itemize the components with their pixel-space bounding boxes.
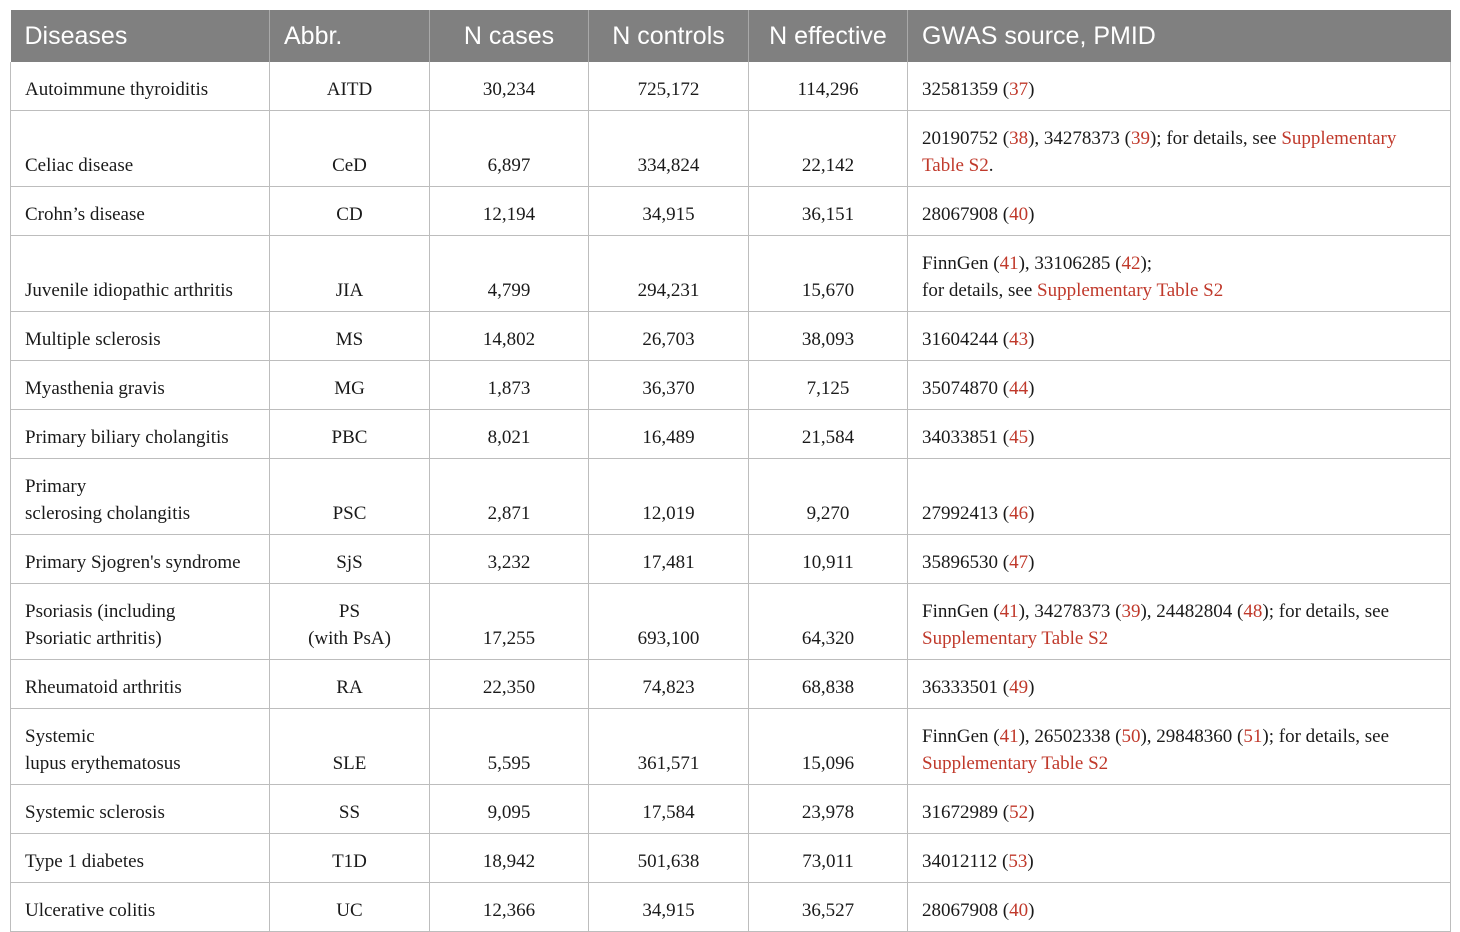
table-row	[11, 459, 1451, 535]
source-line	[922, 277, 1430, 304]
reference-link[interactable]: Supplementary Table S2	[922, 628, 1109, 649]
cell-abbr	[270, 312, 430, 361]
cell-n-controls: 693,100	[589, 584, 749, 660]
source-text: )	[1028, 677, 1035, 698]
source-line	[922, 723, 1430, 750]
cell-n-effective: 23,978	[749, 785, 908, 834]
cell-abbr	[270, 660, 430, 709]
cell-n-cases: 14,802	[430, 312, 589, 361]
cell-abbr-line: PSC	[332, 503, 367, 524]
cell-abbr-line: JIA	[335, 280, 364, 301]
cell-n-controls: 12,019	[589, 459, 749, 535]
source-line	[922, 201, 1430, 228]
cell-disease-line: Systemic sclerosis	[25, 802, 165, 823]
source-text: 36333501 (	[922, 677, 1010, 698]
source-text: 27992413 (	[922, 503, 1010, 524]
table-row	[11, 361, 1451, 410]
cell-gwas-source	[908, 709, 1451, 785]
cell-disease-line: Systemic	[25, 726, 95, 747]
reference-link[interactable]: 48	[1243, 601, 1263, 622]
cell-n-effective: 38,093	[749, 312, 908, 361]
cell-gwas-source	[908, 834, 1451, 883]
cell-n-cases: 18,942	[430, 834, 589, 883]
cell-abbr-line: SLE	[332, 753, 367, 774]
cell-gwas-source	[908, 236, 1451, 312]
cell-disease-line: Primary biliary cholangitis	[25, 427, 229, 448]
cell-n-controls: 34,915	[589, 187, 749, 236]
reference-link[interactable]: 45	[1009, 427, 1029, 448]
cell-abbr	[270, 236, 430, 312]
reference-link[interactable]: 49	[1009, 677, 1029, 698]
cell-n-controls: 361,571	[589, 709, 749, 785]
source-text: FinnGen (	[922, 726, 1000, 747]
cell-n-cases: 4,799	[430, 236, 589, 312]
source-line	[922, 598, 1430, 625]
reference-link[interactable]: 50	[1121, 726, 1141, 747]
source-text: 35074870 (	[922, 378, 1010, 399]
reference-link[interactable]: 41	[999, 601, 1019, 622]
cell-abbr-line: PBC	[331, 427, 368, 448]
reference-link[interactable]: 41	[999, 253, 1019, 274]
cell-n-controls: 17,481	[589, 535, 749, 584]
cell-gwas-source	[908, 312, 1451, 361]
cell-disease	[11, 361, 270, 410]
cell-disease	[11, 410, 270, 459]
cell-n-cases: 17,255	[430, 584, 589, 660]
cell-n-controls: 294,231	[589, 236, 749, 312]
cell-disease-line: Primary Sjogren's syndrome	[25, 552, 241, 573]
source-line	[922, 897, 1430, 924]
table-row	[11, 834, 1451, 883]
cell-gwas-source	[908, 62, 1451, 111]
reference-link[interactable]: 46	[1009, 503, 1029, 524]
cell-abbr-line: CD	[336, 204, 363, 225]
cell-abbr	[270, 785, 430, 834]
cell-disease	[11, 785, 270, 834]
source-line	[922, 848, 1430, 875]
cell-abbr	[270, 883, 430, 932]
cell-n-controls: 17,584	[589, 785, 749, 834]
cell-disease-line: sclerosing cholangitis	[25, 503, 191, 524]
gwas-table	[10, 10, 1451, 932]
cell-n-controls: 16,489	[589, 410, 749, 459]
cell-disease-line: Multiple sclerosis	[25, 329, 161, 350]
source-text: 28067908 (	[922, 204, 1010, 225]
source-text: 28067908 (	[922, 900, 1010, 921]
cell-abbr-line: MS	[335, 329, 364, 350]
cell-disease-line: Rheumatoid arthritis	[25, 677, 182, 698]
cell-n-cases: 5,595	[430, 709, 589, 785]
cell-disease	[11, 660, 270, 709]
cell-n-cases: 2,871	[430, 459, 589, 535]
cell-n-cases: 9,095	[430, 785, 589, 834]
source-text: .	[988, 155, 994, 176]
cell-n-effective: 36,527	[749, 883, 908, 932]
source-text: ); for details, see	[1262, 726, 1390, 747]
reference-link[interactable]: 37	[1009, 79, 1029, 100]
source-text: )	[1028, 329, 1035, 350]
reference-link[interactable]: 52	[1009, 802, 1029, 823]
source-text: );	[1140, 253, 1153, 274]
cell-abbr	[270, 410, 430, 459]
cell-abbr-line: CeD	[332, 155, 367, 176]
cell-gwas-source	[908, 785, 1451, 834]
reference-link[interactable]: 42	[1121, 253, 1141, 274]
table-row	[11, 187, 1451, 236]
reference-link[interactable]: 47	[1009, 552, 1029, 573]
cell-n-controls: 725,172	[589, 62, 749, 111]
cell-disease-line: Primary	[25, 476, 87, 497]
cell-abbr-line: MG	[334, 378, 365, 399]
cell-abbr	[270, 535, 430, 584]
reference-link[interactable]: 38	[1009, 128, 1029, 149]
reference-link[interactable]: Supplementary Table S2	[1037, 280, 1224, 301]
source-line	[922, 76, 1430, 103]
cell-abbr	[270, 834, 430, 883]
cell-gwas-source	[908, 111, 1451, 187]
cell-disease	[11, 111, 270, 187]
source-text: 31672989 (	[922, 802, 1010, 823]
cell-disease-line: Myasthenia gravis	[25, 378, 165, 399]
source-text: )	[1028, 900, 1035, 921]
reference-link[interactable]: 51	[1243, 726, 1263, 747]
header-abbr: Abbr.	[270, 10, 430, 62]
cell-n-cases: 22,350	[430, 660, 589, 709]
source-text: )	[1028, 552, 1035, 573]
cell-n-effective: 114,296	[749, 62, 908, 111]
source-text: ); for details, see	[1262, 601, 1390, 622]
cell-n-cases: 1,873	[430, 361, 589, 410]
reference-link[interactable]: 43	[1009, 329, 1029, 350]
cell-disease	[11, 62, 270, 111]
cell-n-effective: 15,096	[749, 709, 908, 785]
cell-abbr	[270, 709, 430, 785]
cell-abbr-line: UC	[336, 900, 363, 921]
cell-n-controls: 334,824	[589, 111, 749, 187]
cell-gwas-source	[908, 187, 1451, 236]
source-text: )	[1028, 802, 1035, 823]
cell-n-effective: 21,584	[749, 410, 908, 459]
cell-abbr-line: RA	[336, 677, 363, 698]
cell-gwas-source	[908, 883, 1451, 932]
source-text: for details, see	[922, 280, 1038, 301]
header-n-effective: N effective	[749, 10, 908, 62]
source-line	[922, 152, 1430, 179]
cell-abbr	[270, 459, 430, 535]
cell-abbr	[270, 361, 430, 410]
source-text: 32581359 (	[922, 79, 1010, 100]
cell-abbr-line: T1D	[332, 851, 367, 872]
cell-n-cases: 6,897	[430, 111, 589, 187]
cell-abbr-line: PS	[338, 601, 361, 622]
cell-disease	[11, 834, 270, 883]
cell-gwas-source	[908, 535, 1451, 584]
cell-disease-line: lupus erythematosus	[25, 753, 181, 774]
header-row	[11, 10, 1451, 62]
source-line	[922, 424, 1430, 451]
cell-disease	[11, 709, 270, 785]
source-text: ), 29848360 (	[1140, 726, 1244, 747]
cell-disease	[11, 312, 270, 361]
source-text: FinnGen (	[922, 253, 1000, 274]
table-row	[11, 883, 1451, 932]
cell-disease-line: Juvenile idiopathic arthritis	[25, 280, 233, 301]
cell-abbr-line: SjS	[336, 552, 363, 573]
source-line	[922, 500, 1430, 527]
cell-abbr	[270, 62, 430, 111]
reference-link[interactable]: 41	[999, 726, 1019, 747]
cell-disease	[11, 459, 270, 535]
cell-abbr	[270, 111, 430, 187]
source-text: 34033851 (	[922, 427, 1010, 448]
cell-disease-line: Autoimmune thyroiditis	[25, 79, 209, 100]
table-header	[11, 10, 1451, 62]
cell-disease	[11, 584, 270, 660]
cell-disease	[11, 883, 270, 932]
header-n-cases: N cases	[430, 10, 589, 62]
cell-abbr-line: SS	[338, 802, 361, 823]
source-text: ); for details, see	[1149, 128, 1282, 149]
source-text: )	[1028, 503, 1035, 524]
cell-n-controls: 26,703	[589, 312, 749, 361]
source-text: FinnGen (	[922, 601, 1000, 622]
source-text: )	[1028, 427, 1035, 448]
source-text: )	[1028, 204, 1035, 225]
cell-disease	[11, 187, 270, 236]
cell-abbr	[270, 584, 430, 660]
cell-n-cases: 12,194	[430, 187, 589, 236]
cell-abbr-line: AITD	[326, 79, 373, 100]
cell-n-cases: 3,232	[430, 535, 589, 584]
cell-n-controls: 36,370	[589, 361, 749, 410]
table-row	[11, 785, 1451, 834]
cell-n-effective: 15,670	[749, 236, 908, 312]
table-row	[11, 584, 1451, 660]
reference-link[interactable]: Table S2	[922, 155, 989, 176]
cell-gwas-source	[908, 584, 1451, 660]
source-text: ), 24482804 (	[1140, 601, 1244, 622]
reference-link[interactable]: 40	[1009, 900, 1029, 921]
cell-gwas-source	[908, 410, 1451, 459]
cell-gwas-source	[908, 361, 1451, 410]
source-text: 31604244 (	[922, 329, 1010, 350]
header-gwas-source: GWAS source, PMID	[908, 10, 1451, 62]
header-n-controls: N controls	[589, 10, 749, 62]
source-line	[922, 625, 1430, 652]
source-line	[922, 250, 1430, 277]
table-row	[11, 535, 1451, 584]
cell-n-cases: 12,366	[430, 883, 589, 932]
reference-link[interactable]: 53	[1008, 851, 1028, 872]
cell-n-effective: 22,142	[749, 111, 908, 187]
cell-n-controls: 34,915	[589, 883, 749, 932]
cell-n-cases: 8,021	[430, 410, 589, 459]
source-text: ), 26502338 (	[1018, 726, 1122, 747]
reference-link[interactable]: Supplementary Table S2	[922, 753, 1109, 774]
source-text: 20190752 (	[922, 128, 1010, 149]
table-row	[11, 660, 1451, 709]
cell-n-effective: 73,011	[749, 834, 908, 883]
reference-link[interactable]: 44	[1009, 378, 1029, 399]
cell-disease-line: Celiac disease	[25, 155, 134, 176]
source-text: 34012112 (	[922, 851, 1009, 872]
source-line	[922, 326, 1430, 353]
table-row	[11, 236, 1451, 312]
source-line	[922, 674, 1430, 701]
cell-abbr-line: (with PsA)	[308, 628, 391, 649]
source-text: ), 34278373 (	[1028, 128, 1131, 149]
reference-link[interactable]: 39	[1130, 128, 1150, 149]
source-text: ), 33106285 (	[1018, 253, 1122, 274]
cell-disease-line: Psoriatic arthritis)	[25, 628, 162, 649]
source-text: ), 34278373 (	[1018, 601, 1122, 622]
cell-gwas-source	[908, 660, 1451, 709]
header-diseases: Diseases	[11, 10, 270, 62]
table-row	[11, 312, 1451, 361]
reference-link[interactable]: 39	[1121, 601, 1141, 622]
cell-disease	[11, 236, 270, 312]
source-line	[922, 125, 1430, 152]
source-line	[922, 549, 1430, 576]
source-text: )	[1028, 79, 1035, 100]
cell-abbr	[270, 187, 430, 236]
cell-n-cases: 30,234	[430, 62, 589, 111]
cell-disease-line: Crohn’s disease	[25, 204, 145, 225]
table-row	[11, 62, 1451, 111]
source-text: )	[1027, 851, 1034, 872]
cell-n-effective: 36,151	[749, 187, 908, 236]
source-line	[922, 375, 1430, 402]
cell-n-effective: 9,270	[749, 459, 908, 535]
cell-n-effective: 68,838	[749, 660, 908, 709]
cell-n-controls: 501,638	[589, 834, 749, 883]
cell-n-effective: 10,911	[749, 535, 908, 584]
cell-gwas-source	[908, 459, 1451, 535]
table-body	[11, 62, 1451, 932]
cell-n-controls: 74,823	[589, 660, 749, 709]
cell-disease-line: Psoriasis (including	[25, 601, 176, 622]
cell-disease	[11, 535, 270, 584]
cell-disease-line: Ulcerative colitis	[25, 900, 156, 921]
reference-link[interactable]: 40	[1009, 204, 1029, 225]
source-text: )	[1028, 378, 1035, 399]
cell-n-effective: 7,125	[749, 361, 908, 410]
source-line	[922, 799, 1430, 826]
cell-disease-line: Type 1 diabetes	[25, 851, 144, 872]
source-line	[922, 750, 1430, 777]
table-row	[11, 410, 1451, 459]
cell-n-effective: 64,320	[749, 584, 908, 660]
table-row	[11, 111, 1451, 187]
source-text: 35896530 (	[922, 552, 1010, 573]
table-row	[11, 709, 1451, 785]
reference-link[interactable]: Supplementary	[1281, 128, 1397, 149]
